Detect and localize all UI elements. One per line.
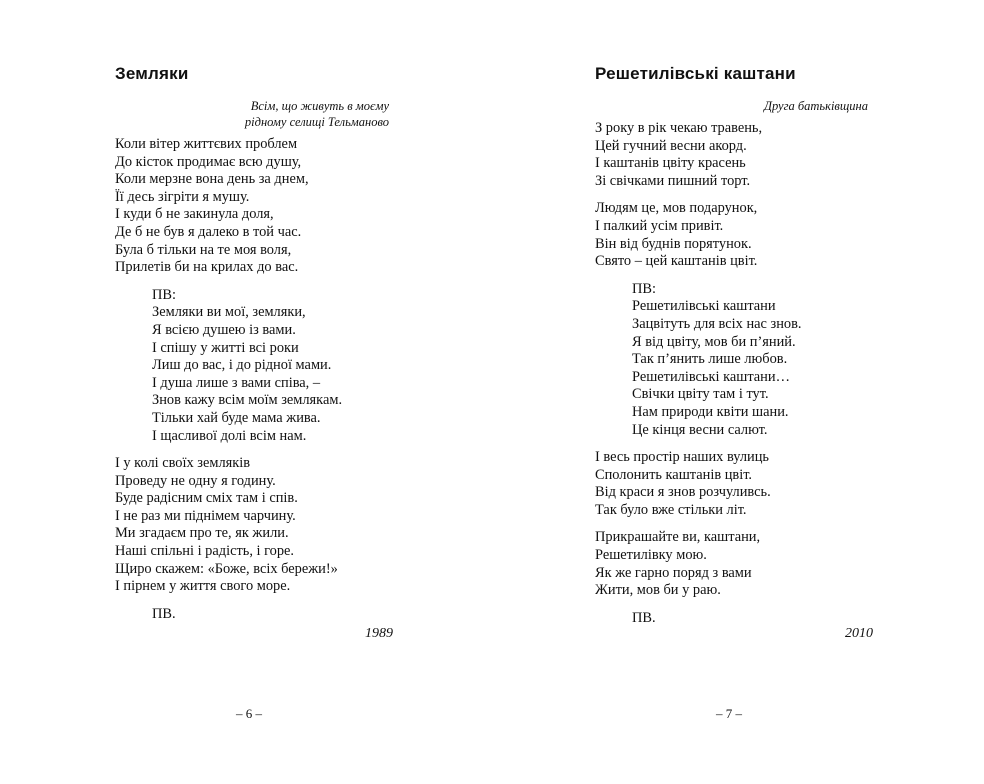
verse-line: ПВ. bbox=[632, 609, 656, 626]
verse-line: Зацвітуть для всіх нас знов. bbox=[632, 315, 802, 332]
verse-line: Решетилівські каштани… bbox=[632, 368, 790, 385]
verse-line: ПВ. bbox=[152, 605, 176, 622]
verse-line: Це кінця весни салют. bbox=[632, 421, 768, 438]
verse-line: Від краси я знов розчуливсь. bbox=[595, 484, 771, 501]
verse-line: Цей гучний весни акорд. bbox=[595, 137, 747, 154]
poem-body bbox=[115, 136, 342, 623]
verse-line: І каштанів цвіту красень bbox=[595, 155, 746, 172]
verse-line: Де б не був я далеко в той час. bbox=[115, 223, 302, 240]
dedication-line: Всім, що живуть в моєму bbox=[250, 99, 389, 113]
dedication bbox=[764, 98, 868, 114]
poem-year: 2010 bbox=[845, 626, 873, 641]
verse-line: Решетилівські каштани bbox=[632, 298, 776, 315]
verse-line: Людям це, мов подарунок, bbox=[595, 200, 758, 217]
verse-line: І пірнем у життя свого море. bbox=[115, 578, 291, 595]
dedication-line: рідному селищі Тельманово bbox=[244, 115, 389, 129]
verse-line: Була б тільки на те моя воля, bbox=[115, 241, 292, 258]
poem-title: Земляки bbox=[115, 64, 189, 83]
verse-line: Ми згадаєм про те, як жили. bbox=[115, 525, 289, 542]
verse-line: Прикрашайте ви, каштани, bbox=[595, 529, 761, 546]
verse-line: І щасливої долі всім нам. bbox=[152, 427, 307, 444]
verse-line: Коли вітер життєвих проблем bbox=[115, 136, 298, 152]
verse-line: Буде радісним сміх там і спів. bbox=[115, 490, 298, 507]
verse-line: Земляки ви мої, земляки, bbox=[152, 304, 306, 321]
verse-line: До кісток продимає всю душу, bbox=[115, 153, 302, 170]
verse-line: Лиш до вас, і до рідної мами. bbox=[152, 357, 332, 374]
verse-line: І весь простір наших вулиць bbox=[595, 449, 769, 466]
verse-line: І куди б не закинула доля, bbox=[115, 206, 274, 223]
verse-line: ПВ: bbox=[152, 286, 176, 303]
dedication bbox=[245, 98, 389, 130]
stanza-2 bbox=[595, 200, 802, 270]
verse-line: Жити, мов би у раю. bbox=[595, 582, 721, 599]
verse-line: Знов кажу всім моїм землякам. bbox=[152, 392, 343, 409]
chorus bbox=[115, 287, 342, 445]
verse-line: Я всією душею із вами. bbox=[152, 321, 296, 338]
stanza-3 bbox=[595, 449, 802, 519]
verse-line: Зі свічками пишний торт. bbox=[595, 172, 751, 189]
verse-line: Тільки хай буде мама жива. bbox=[152, 409, 321, 426]
poem-body bbox=[595, 120, 802, 627]
verse-line: І у колі своїх земляків bbox=[115, 455, 251, 472]
stanza-1 bbox=[595, 120, 802, 190]
verse-line: Прилетів би на крилах до вас. bbox=[115, 259, 299, 276]
verse-line: І спішу у житті всі роки bbox=[152, 339, 299, 356]
verse-line: Як же гарно поряд з вами bbox=[595, 564, 752, 581]
verse-line: Він від буднів порятунок. bbox=[595, 235, 752, 252]
verse-line: І душа лише з вами співа, – bbox=[152, 374, 321, 391]
verse-line: ПВ: bbox=[632, 280, 656, 297]
verse-line: Її десь зігріти я мушу. bbox=[115, 188, 250, 205]
verse-line: Так було вже стільки літ. bbox=[595, 501, 747, 518]
verse-line: І не раз ми піднімем чарчину. bbox=[115, 507, 296, 524]
chorus bbox=[595, 281, 802, 439]
verse-line: Щиро скажем: «Боже, всіх бережи!» bbox=[115, 560, 338, 577]
poem-year: 1989 bbox=[365, 626, 393, 641]
page-number: – 7 – bbox=[716, 706, 742, 721]
verse-line: Свічки цвіту там і тут. bbox=[632, 386, 769, 403]
verse-line: Решетилівку мою. bbox=[595, 547, 707, 564]
verse-line: І палкий усім привіт. bbox=[595, 217, 724, 234]
poem-title: Решетилівські каштани bbox=[595, 64, 796, 83]
verse-line: Нам природи квіти шани. bbox=[632, 403, 789, 420]
stanza-4 bbox=[595, 529, 802, 599]
chorus-marker bbox=[595, 610, 802, 628]
verse-line: Свято – цей каштанів цвіт. bbox=[595, 253, 758, 270]
verse-line: Я від цвіту, мов би п’яний. bbox=[632, 333, 796, 350]
verse-line: Наші спільні і радість, і горе. bbox=[115, 543, 295, 560]
verse-line: Так п’янить лише любов. bbox=[632, 351, 788, 368]
right-page bbox=[492, 0, 984, 784]
page-number: – 6 – bbox=[236, 706, 262, 721]
verse-line: Проведу не одну я годину. bbox=[115, 472, 276, 489]
verse-line: Коли мерзне вона день за днем, bbox=[115, 171, 309, 188]
dedication-line: Друга батьківщина bbox=[764, 99, 868, 113]
stanza-1 bbox=[115, 136, 342, 277]
verse-line: Сполонить каштанів цвіт. bbox=[595, 466, 753, 483]
stanza-2 bbox=[115, 455, 342, 596]
chorus-marker bbox=[115, 606, 342, 624]
verse-line: З року в рік чекаю травень, bbox=[595, 120, 763, 136]
